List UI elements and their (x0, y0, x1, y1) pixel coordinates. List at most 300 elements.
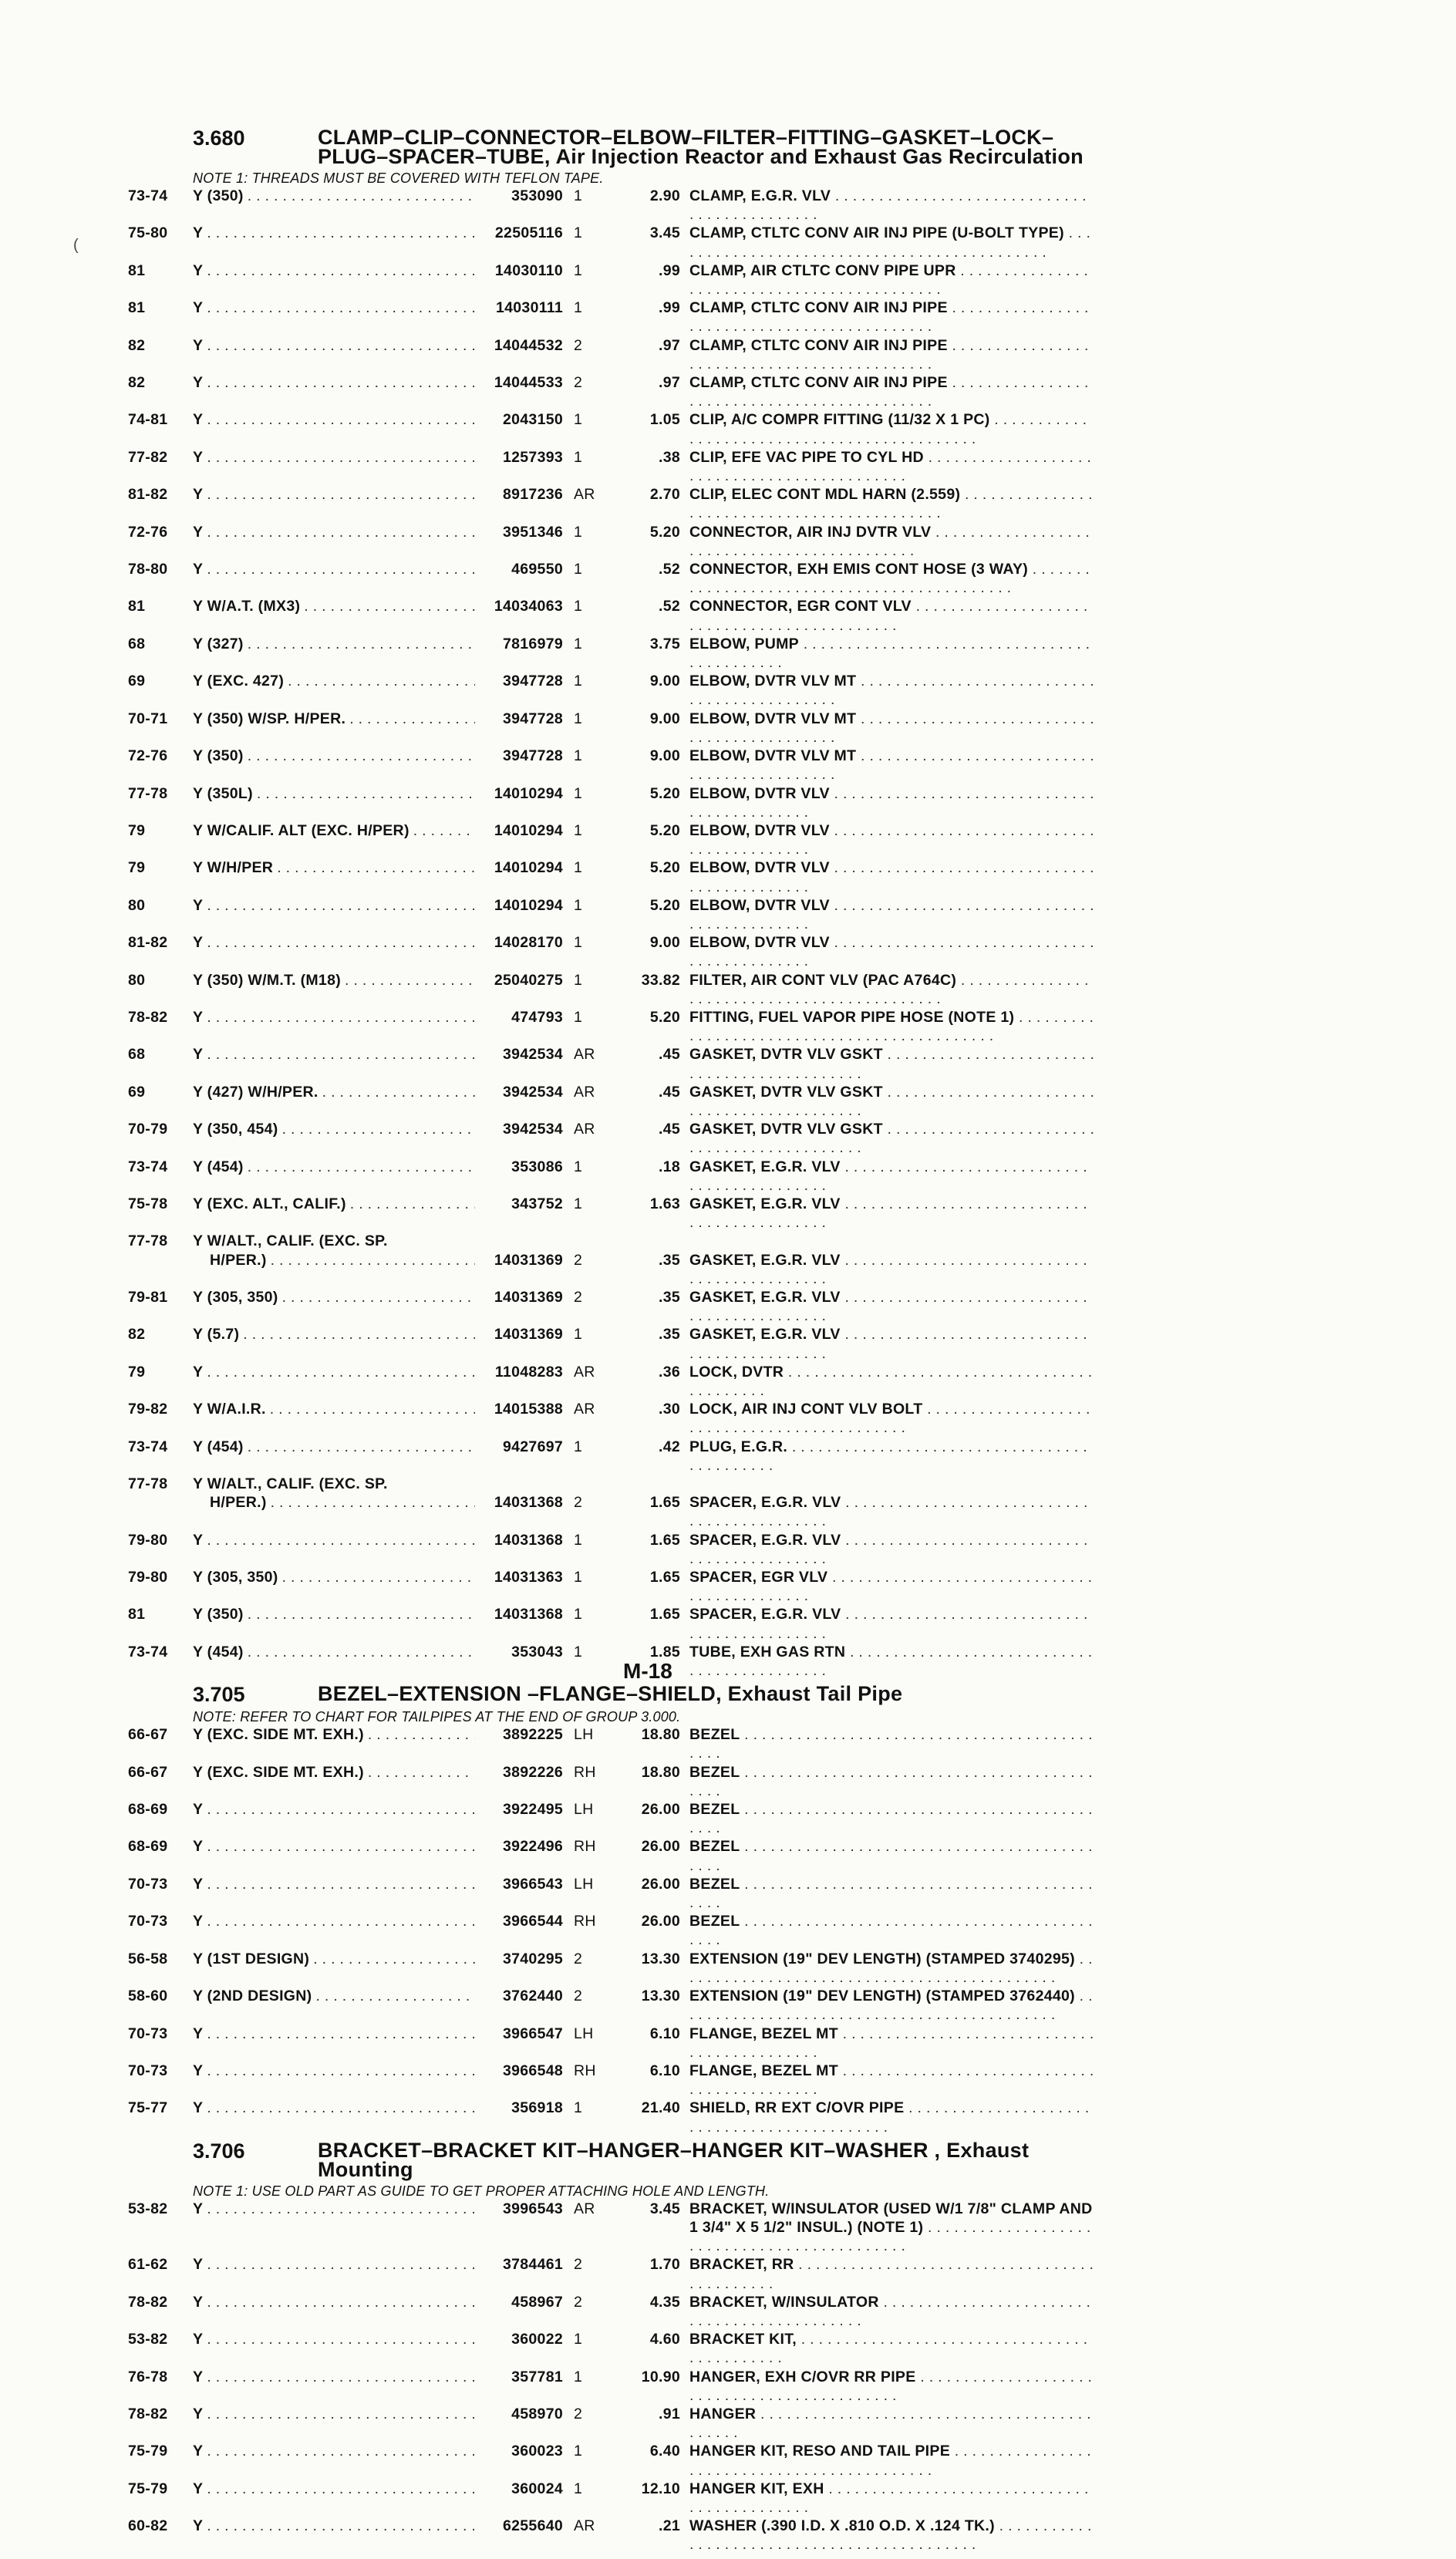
part-row (128, 858, 1123, 895)
price: .97 (658, 336, 680, 354)
quantity: 1 (574, 2368, 583, 2385)
description-text: ELBOW, DVTR VLV MT (689, 673, 857, 690)
part-number: 8917236 (502, 486, 563, 504)
leader-dots (207, 2025, 475, 2062)
quantity: AR (574, 1401, 595, 1418)
leader-dots (207, 1008, 475, 1045)
application (193, 933, 475, 970)
description-text: BRACKET, RR (689, 2256, 794, 2274)
model-years: 78-82 (128, 1008, 168, 1026)
application (193, 373, 475, 410)
description-text: ELBOW, DVTR VLV MT (689, 747, 857, 765)
leader-dots (689, 1913, 1093, 1948)
parts-list (128, 2200, 1123, 2554)
description (689, 1800, 1095, 1837)
part-number: 3996543 (502, 2200, 563, 2217)
description (689, 2293, 1095, 2330)
quantity: 2 (574, 374, 583, 392)
part-row (128, 523, 1123, 560)
model-years (128, 1251, 193, 1288)
description-text: CLAMP, CTLTC CONV AIR INJ PIPE (689, 374, 948, 392)
model-years: 79 (128, 821, 146, 839)
description-text: CLAMP, AIR CTLTC CONV PIPE UPR (689, 261, 956, 279)
part-number: 22505116 (494, 224, 563, 242)
description (689, 672, 1095, 709)
part-number: 14031363 (494, 1569, 563, 1586)
description (689, 1493, 1095, 1530)
quantity: 2 (574, 2405, 583, 2422)
quantity: 1 (574, 1569, 583, 1586)
leader-dots (248, 1158, 475, 1195)
description (689, 1438, 1095, 1475)
quantity: 1 (574, 187, 583, 204)
application (193, 1987, 475, 2024)
quantity: 1 (574, 1643, 583, 1660)
section-title: CLAMP–CLIP–CONNECTOR–ELBOW–FILTER–FITTING–GASKET–LOCK–PLUG–SPACER–TUBE, Air Injection Reactor and Exhaust Gas Recirculation (318, 126, 1084, 168)
price: 5.20 (649, 821, 680, 839)
leader-dots (207, 2200, 475, 2256)
description-text: FLANGE, BEZEL MT (689, 2025, 838, 2042)
model-years: 79-80 (128, 1531, 168, 1549)
price: 18.80 (641, 1763, 680, 1781)
part-row (128, 1950, 1123, 1987)
description (689, 261, 1095, 298)
leader-dots (689, 1801, 1093, 1836)
application-text: Y (193, 374, 204, 392)
model-years: 53-82 (128, 2331, 168, 2348)
price: .99 (658, 299, 680, 317)
application-text: Y (193, 1531, 204, 1549)
part-row (128, 2200, 1123, 2256)
model-years: 70-73 (128, 1875, 168, 1893)
description-text: SPACER, E.G.R. VLV (689, 1531, 841, 1549)
application (193, 2368, 475, 2405)
description-text: GASKET, E.G.R. VLV (689, 1326, 841, 1344)
application-text: Y (193, 261, 204, 279)
section-header (193, 2138, 1123, 2181)
description (689, 1950, 1095, 1987)
leader-dots (207, 560, 475, 597)
application (193, 597, 475, 634)
model-years: 72-76 (128, 523, 168, 541)
part-number: 3892225 (502, 1726, 563, 1744)
leader-dots (689, 1876, 1093, 1911)
part-number: 3947728 (502, 710, 563, 727)
application-text: Y (350, 454) (193, 1121, 278, 1138)
leader-dots (207, 2405, 475, 2442)
leader-dots (288, 672, 475, 709)
leader-dots (207, 485, 475, 522)
application (193, 784, 475, 821)
application-text: Y W/CALIF. ALT (EXC. H/PER) (193, 821, 410, 839)
description-text: BEZEL (689, 1913, 740, 1930)
part-row (128, 485, 1123, 522)
model-years: 73-74 (128, 1158, 168, 1175)
application-text: Y (454) (193, 1158, 244, 1175)
application (193, 1120, 475, 1157)
application (193, 635, 475, 672)
part-row (128, 2255, 1123, 2292)
description (689, 1120, 1095, 1157)
description-text: BRACKET, W/INSULATOR (689, 2293, 879, 2311)
quantity: 1 (574, 2480, 583, 2497)
part-row (128, 1158, 1123, 1195)
part-number: 9427697 (502, 1438, 563, 1455)
application-text: Y (350) (193, 1606, 244, 1623)
model-years: 82 (128, 336, 146, 354)
application (193, 560, 475, 597)
application (193, 1605, 475, 1642)
price: 26.00 (641, 1801, 680, 1819)
part-row (128, 298, 1123, 335)
description-text: ELBOW, DVTR VLV (689, 821, 830, 839)
application-text: Y (193, 448, 204, 466)
description (689, 1605, 1095, 1642)
application-text: Y (193, 1838, 204, 1856)
model-years: 81 (128, 261, 146, 279)
description (689, 448, 1095, 485)
leader-dots (207, 2099, 475, 2136)
application-text: Y (193, 2293, 204, 2311)
part-number: 343752 (511, 1195, 563, 1212)
model-years: 61-62 (128, 2256, 168, 2274)
application-text: Y (193, 2099, 204, 2117)
description-text: ELBOW, DVTR VLV (689, 896, 830, 914)
part-number: 353086 (511, 1158, 563, 1175)
part-row (128, 971, 1123, 1008)
leader-dots (271, 1493, 475, 1530)
part-number: 3966544 (502, 1913, 563, 1930)
application-text-continued: Y W/ALT., CALIF. (EXC. SP. (193, 1475, 388, 1493)
description (689, 1363, 1095, 1400)
quantity: 1 (574, 784, 583, 802)
model-years: 75-79 (128, 2480, 168, 2497)
price: 12.10 (641, 2480, 680, 2497)
quantity: 1 (574, 299, 583, 317)
leader-dots (413, 821, 475, 858)
price: .21 (658, 2517, 680, 2535)
application-text: Y (193, 561, 204, 578)
application (193, 1763, 475, 1800)
quantity: 1 (574, 1438, 583, 1455)
quantity: AR (574, 1363, 595, 1381)
part-number: 11048283 (494, 1363, 563, 1381)
model-years: 69 (128, 1083, 146, 1101)
description-text: TUBE, EXH GAS RTN (689, 1643, 846, 1660)
application-text: Y (193, 2480, 204, 2497)
quantity: LH (574, 1801, 594, 1819)
description (689, 896, 1095, 933)
quantity: 1 (574, 1606, 583, 1623)
application (193, 1912, 475, 1949)
part-row (128, 261, 1123, 298)
application-text: Y (193, 1875, 204, 1893)
application (193, 1568, 475, 1605)
application-text: Y (305, 350) (193, 1288, 278, 1306)
model-years: 79-82 (128, 1401, 168, 1418)
description (689, 298, 1095, 335)
description (689, 2368, 1095, 2405)
section-title: BRACKET–BRACKET KIT–HANGER–HANGER KIT–WASHER , Exhaust Mounting (318, 2138, 1030, 2181)
application-text: Y (454) (193, 1643, 244, 1660)
price: 5.20 (649, 784, 680, 802)
part-row-continuation (128, 1232, 1123, 1250)
model-years: 80 (128, 896, 146, 914)
model-years: 73-74 (128, 1643, 168, 1660)
part-number: 3942534 (502, 1046, 563, 1064)
quantity: 2 (574, 2256, 583, 2274)
description (689, 2405, 1095, 2442)
quantity: 1 (574, 747, 583, 765)
description (689, 1008, 1095, 1045)
leader-dots (207, 2480, 475, 2517)
part-row (128, 1008, 1123, 1045)
model-years: 73-74 (128, 187, 168, 204)
description (689, 485, 1095, 522)
quantity: LH (574, 2025, 594, 2042)
description (689, 597, 1095, 634)
quantity: RH (574, 1913, 596, 1930)
section-number: 3.705 (193, 1683, 245, 1707)
application (193, 747, 475, 784)
section-number: 3.680 (193, 126, 245, 150)
description-text: ELBOW, DVTR VLV (689, 784, 830, 802)
description-text: BEZEL (689, 1801, 740, 1819)
leader-dots (207, 1837, 475, 1874)
part-number: 469550 (511, 561, 563, 578)
description (689, 1568, 1095, 1605)
part-row (128, 187, 1123, 224)
quantity: 1 (574, 635, 583, 652)
description (689, 1083, 1095, 1120)
part-number: 14044532 (494, 336, 563, 354)
price: 26.00 (641, 1913, 680, 1930)
price: .35 (658, 1326, 680, 1344)
part-number: 360024 (511, 2480, 563, 2497)
description (689, 1325, 1095, 1362)
part-number: 357781 (511, 2368, 563, 2385)
part-row (128, 1763, 1123, 1800)
quantity: 1 (574, 224, 583, 242)
application (193, 2025, 475, 2062)
leader-dots (207, 2062, 475, 2099)
application (193, 1045, 475, 1082)
price: 3.75 (649, 635, 680, 652)
description (689, 710, 1095, 747)
application (193, 2293, 475, 2330)
description-text: HANGER KIT, RESO AND TAIL PIPE (689, 2443, 951, 2460)
model-years: 81 (128, 1606, 146, 1623)
price: 9.00 (649, 673, 680, 690)
model-years: 68-69 (128, 1801, 168, 1819)
description-text: SPACER, EGR VLV (689, 1569, 828, 1586)
leader-dots (271, 1251, 475, 1288)
application-text: Y (193, 2405, 204, 2422)
price: 13.30 (641, 1950, 680, 1967)
application (193, 224, 475, 261)
leader-dots (207, 2368, 475, 2405)
model-years: 79-80 (128, 1569, 168, 1586)
description-text: LOCK, DVTR (689, 1363, 784, 1381)
description-text: FITTING, FUEL VAPOR PIPE HOSE (NOTE 1) (689, 1008, 1015, 1026)
leader-dots (282, 1120, 475, 1157)
description (689, 1288, 1095, 1325)
description-text: EXTENSION (19" DEV LENGTH) (STAMPED 3762440) (689, 1988, 1075, 2005)
leader-dots (270, 1400, 475, 1437)
description-text: LOCK, AIR INJ CONT VLV BOLT (689, 1401, 923, 1418)
part-row (128, 710, 1123, 747)
part-number: 14031368 (494, 1494, 563, 1512)
description (689, 187, 1095, 224)
part-number: 14031368 (494, 1531, 563, 1549)
price: .45 (658, 1121, 680, 1138)
leader-dots (207, 410, 475, 447)
description-text: GASKET, E.G.R. VLV (689, 1251, 841, 1269)
application-text: Y (193, 1913, 204, 1930)
application-text: Y (1ST DESIGN) (193, 1950, 310, 1967)
quantity: 1 (574, 710, 583, 727)
application-text: Y (454) (193, 1438, 244, 1455)
leader-dots (207, 1875, 475, 1912)
model-years: 56-58 (128, 1950, 168, 1967)
description-text: GASKET, E.G.R. VLV (689, 1288, 841, 1306)
price: 5.20 (649, 896, 680, 914)
price: .18 (658, 1158, 680, 1175)
application-text: Y (193, 2200, 204, 2217)
part-row (128, 821, 1123, 858)
leader-dots (248, 1605, 475, 1642)
model-years: 72-76 (128, 747, 168, 765)
application-text: Y (193, 486, 204, 504)
description (689, 2480, 1095, 2517)
description (689, 2255, 1095, 2292)
part-number: 3951346 (502, 523, 563, 541)
quantity: 1 (574, 821, 583, 839)
leader-dots (243, 1325, 475, 1362)
part-number: 458970 (511, 2405, 563, 2422)
model-years: 79 (128, 1363, 146, 1381)
application-text: Y (427) W/H/PER. (193, 1083, 318, 1101)
application (193, 1725, 475, 1762)
part-number: 356918 (511, 2099, 563, 2117)
leader-dots (248, 1643, 475, 1680)
part-row (128, 2025, 1123, 2062)
leader-dots (207, 1800, 475, 1837)
model-years: 60-82 (128, 2517, 168, 2535)
quantity: 1 (574, 598, 583, 615)
description (689, 560, 1095, 597)
leader-dots (207, 2442, 475, 2479)
quantity: 1 (574, 2099, 583, 2117)
leader-dots (207, 298, 475, 335)
application-text: Y (350) W/SP. H/PER. (193, 710, 346, 727)
page-number: M-18 (623, 1659, 672, 1683)
application (193, 1288, 475, 1325)
price: 6.10 (649, 2025, 680, 2042)
description-text: CLAMP, CTLTC CONV AIR INJ PIPE (689, 299, 948, 317)
part-number: 360023 (511, 2443, 563, 2460)
part-row (128, 224, 1123, 261)
description-text: GASKET, DVTR VLV GSKT (689, 1046, 883, 1064)
model-years: 66-67 (128, 1726, 168, 1744)
quantity: 1 (574, 448, 583, 466)
application-text: H/PER.) (210, 1251, 267, 1269)
leader-dots (282, 1288, 475, 1325)
part-number: 14010294 (494, 859, 563, 877)
quantity: 1 (574, 561, 583, 578)
part-row-continuation (128, 1475, 1123, 1493)
description (689, 1400, 1095, 1437)
leader-dots (207, 2293, 475, 2330)
price: 1.70 (649, 2256, 680, 2274)
description (689, 2099, 1095, 2136)
description (689, 933, 1095, 970)
quantity: LH (574, 1726, 594, 1744)
leader-dots (207, 224, 475, 261)
price: 33.82 (641, 971, 680, 989)
model-years: 70-71 (128, 710, 168, 727)
leader-dots (207, 2517, 475, 2554)
part-row (128, 747, 1123, 784)
application (193, 1195, 475, 1232)
section-title: BEZEL–EXTENSION –FLANGE–SHIELD, Exhaust Tail Pipe (318, 1682, 903, 1706)
model-years: 69 (128, 673, 146, 690)
leader-dots (207, 373, 475, 410)
description (689, 2442, 1095, 2479)
model-years: 66-67 (128, 1763, 168, 1781)
leader-dots (207, 261, 475, 298)
part-row (128, 1875, 1123, 1912)
leader-dots (207, 336, 475, 373)
application (193, 1875, 475, 1912)
quantity: RH (574, 2062, 596, 2079)
description (689, 224, 1095, 261)
price: 2.70 (649, 486, 680, 504)
part-number: 14030111 (495, 299, 563, 317)
application (193, 1837, 475, 1874)
application (193, 1400, 475, 1437)
leader-dots (248, 1438, 475, 1475)
part-row (128, 336, 1123, 373)
part-number: 3892226 (502, 1763, 563, 1781)
application-text-continued: Y W/ALT., CALIF. (EXC. SP. (193, 1232, 388, 1250)
part-row (128, 1837, 1123, 1874)
application-text: Y (305, 350) (193, 1569, 278, 1586)
price: .42 (658, 1438, 680, 1455)
part-row (128, 1325, 1123, 1362)
description-text: CONNECTOR, EXH EMIS CONT HOSE (3 WAY) (689, 561, 1029, 578)
quantity: AR (574, 1121, 595, 1138)
description (689, 2062, 1095, 2099)
description-text: ELBOW, PUMP (689, 635, 799, 652)
application (193, 410, 475, 447)
model-years: 81-82 (128, 486, 168, 504)
application-text: Y (350) W/M.T. (M18) (193, 971, 342, 989)
description-text: BRACKET KIT, (689, 2331, 797, 2348)
model-years: 70-73 (128, 2025, 168, 2042)
price: 6.10 (649, 2062, 680, 2079)
quantity: AR (574, 1083, 595, 1101)
price: 9.00 (649, 710, 680, 727)
part-row (128, 1568, 1123, 1605)
part-number: 14031369 (494, 1288, 563, 1306)
leader-dots (689, 1726, 1093, 1762)
price: 2.90 (649, 187, 680, 204)
description (689, 373, 1095, 410)
model-years: 79 (128, 859, 146, 877)
leader-dots (282, 1568, 475, 1605)
description-text: GASKET, E.G.R. VLV (689, 1195, 841, 1212)
